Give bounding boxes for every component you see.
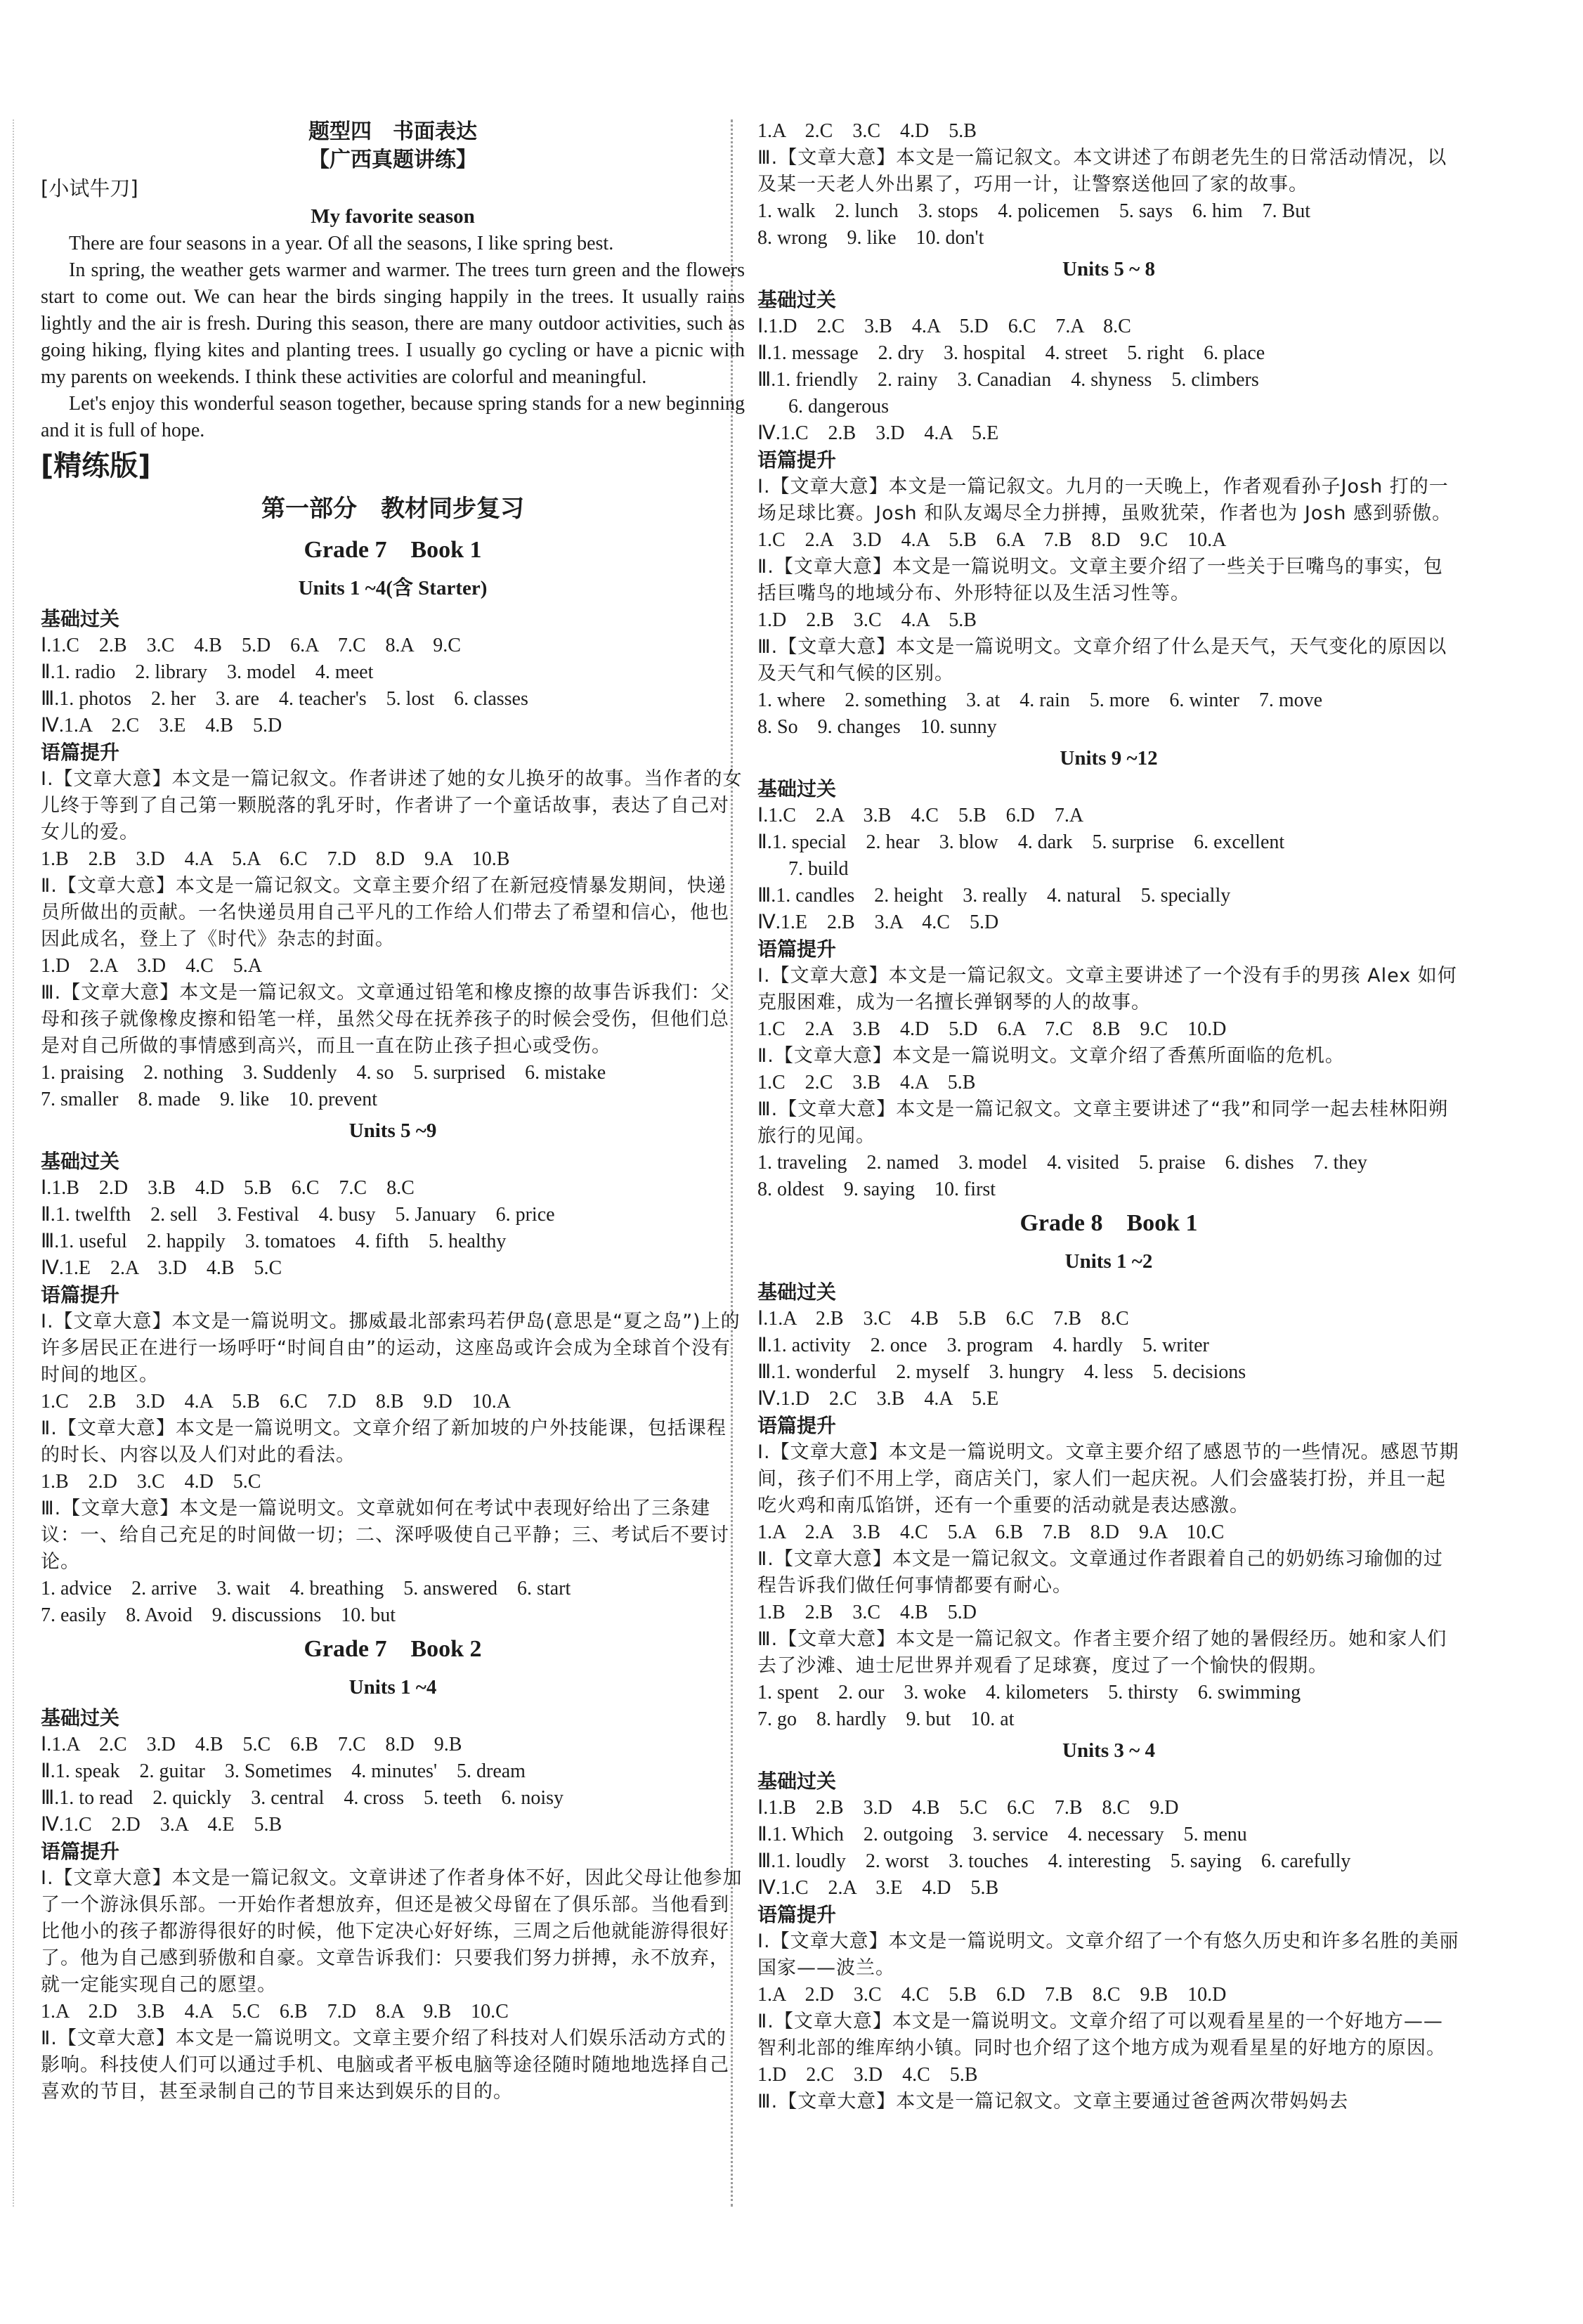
answer-line: Ⅱ.1. activity 2. once 3. program 4. hardly 5. writer — [757, 1335, 1209, 1356]
summary-text: Ⅰ.【文章大意】本文是一篇记叙文。九月的一天晚上，作者观看孙子Josh 打的一场足球比赛。Josh 和队友竭尽全力拼搏，虽败犹荣，作者也为 Josh 感到骄傲。 — [757, 476, 1452, 524]
summary-text: Ⅱ.【文章大意】本文是一篇说明文。文章介绍了可以观看星星的一个好地方——智利北部的维库纳小镇。同时也介绍了这个地方成为观看星星的好地方的原因。 — [757, 2011, 1446, 2059]
summary-text: Ⅲ.【文章大意】本文是一篇说明文。文章就如何在考试中表现好给出了三条建议：一、给自己充足的时间做一切；二、深呼吸使自己平静；三、考试后不要讨论。 — [41, 1498, 729, 1573]
left-column — [41, 118, 745, 2105]
binding-edge — [13, 119, 14, 2207]
reading-section-label: 语篇提升 — [757, 448, 837, 472]
answer-line: Ⅱ.1. message 2. dry 3. hospital 4. street 5. right 6. place — [757, 342, 1265, 364]
summary-text: Ⅰ.【文章大意】本文是一篇记叙文。作者讲述了她的女儿换牙的故事。当作者的女儿终于等到了自己第一颗脱落的乳牙时，作者讲了一个童话故事，表达了自己对女儿的爱。 — [41, 768, 743, 843]
answer-line: Ⅱ.1. twelfth 2. sell 3. Festival 4. busy 5. January 6. price — [41, 1204, 555, 1226]
reading-section-label: 语篇提升 — [41, 741, 120, 764]
answer-line: 1.D 2.A 3.D 4.C 5.A — [41, 955, 263, 977]
summary-text: Ⅰ.【文章大意】本文是一篇记叙文。文章讲述了作者身体不好，因此父母让他参加了一个游泳俱乐部。一开始作者想放弃，但还是被父母留在了俱乐部。当他看到比他小的孩子都游得很好的时候，他下定决心好好练，三周之后他就能游得很好了。他为自己感到骄傲和自豪。文章告诉我们：只要我们努力拼搏，永不放弃，就一定能实现自己的愿望。 — [41, 1867, 743, 1996]
answer-line: 1.A 2.A 3.B 4.C 5.A 6.B 7.B 8.D 9.A 10.C — [757, 1521, 1225, 1543]
section-title: 题型四 书面表达 — [308, 119, 477, 144]
summary-text: Ⅲ.【文章大意】本文是一篇记叙文。文章主要通过爸爸两次带妈妈去 — [757, 2091, 1349, 2112]
answer-line: Ⅲ.1. friendly 2. rainy 3. Canadian 4. shyness 5. climbers — [757, 369, 1259, 391]
units-heading: Units 1 ~4 — [348, 1676, 437, 1699]
answer-line: 7. easily 8. Avoid 9. discussions 10. but — [41, 1604, 396, 1626]
answer-line: 1. walk 2. lunch 3. stops 4. policemen 5. says 6. him 7. But — [757, 200, 1311, 222]
part-title: 第一部分 教材同步复习 — [261, 495, 524, 523]
summary-text: Ⅰ.【文章大意】本文是一篇说明文。文章介绍了一个有悠久历史和许多名胜的美丽国家——波兰。 — [757, 1930, 1459, 1979]
grade-heading: Grade 8 Book 1 — [1019, 1210, 1198, 1236]
edition-label: [精练版] — [41, 450, 151, 482]
reading-section-label: 语篇提升 — [757, 937, 837, 961]
answer-line: 1.B 2.B 3.C 4.B 5.D — [757, 1602, 977, 1623]
answer-line: Ⅰ.1.C 2.B 3.C 4.B 5.D 6.A 7.C 8.A 9.C — [41, 635, 461, 656]
answer-line: Ⅱ.1. special 2. hear 3. blow 4. dark 5. surprise 6. excellent — [757, 831, 1285, 853]
summary-text: Ⅰ.【文章大意】本文是一篇记叙文。文章主要讲述了一个没有手的男孩 Alex 如何克服困难，成为一名擅长弹钢琴的人的故事。 — [757, 965, 1457, 1013]
answer-line: 1.B 2.D 3.C 4.D 5.C — [41, 1471, 261, 1493]
answer-line: Ⅲ.1. photos 2. her 3. are 4. teacher's 5. lost 6. classes — [41, 688, 528, 710]
answer-line: 1.A 2.D 3.B 4.A 5.C 6.B 7.D 8.A 9.B 10.C — [41, 2001, 509, 2023]
answer-line: 8. wrong 9. like 10. don't — [757, 227, 984, 249]
answer-line: 1.B 2.B 3.D 4.A 5.A 6.C 7.D 8.D 9.A 10.B — [41, 848, 510, 870]
units-heading: Units 1 ~2 — [1064, 1250, 1153, 1273]
essay-paragraph: Let's enjoy this wonderful season together, because spring stands for a new beginning and it is full of hope. — [41, 393, 745, 441]
summary-text: Ⅲ.【文章大意】本文是一篇记叙文。文章主要讲述了“我”和同学一起去桂林阳朔旅行的见闻。 — [757, 1098, 1449, 1147]
answer-line: Ⅱ.1. speak 2. guitar 3. Sometimes 4. minutes' 5. dream — [41, 1760, 526, 1782]
answer-line: Ⅳ.1.C 2.D 3.A 4.E 5.B — [41, 1814, 282, 1836]
answer-line: 8. oldest 9. saying 10. first — [757, 1179, 996, 1200]
essay-paragraph: In spring, the weather gets warmer and warmer. The trees turn green and the flowers start to come out. We can hear the birds singing happily in the trees. It usually rains lightly and the air is fresh. During this season, there are many outdoor activities, such as going hiking, flying kites and planting trees. I usually go cycling or have a picnic with my parents on weekends. I think these activities are colorful and meaningful. — [41, 259, 745, 388]
answer-line: Ⅲ.1. candles 2. height 3. really 4. natural 5. specially — [757, 885, 1231, 907]
answer-line: 1.D 2.B 3.C 4.A 5.B — [757, 609, 977, 631]
units-heading: Units 3 ~ 4 — [1062, 1739, 1155, 1762]
answer-line: Ⅲ.1. loudly 2. worst 3. touches 4. interesting 5. saying 6. carefully — [757, 1850, 1351, 1872]
answer-line: Ⅰ.1.D 2.C 3.B 4.A 5.D 6.C 7.A 8.C — [757, 316, 1131, 337]
answer-line: Ⅳ.1.C 2.B 3.D 4.A 5.E — [757, 422, 999, 444]
units-heading: Units 1 ~4(含 Starter) — [298, 577, 488, 599]
answer-line: 1. advice 2. arrive 3. wait 4. breathing 5. answered 6. start — [41, 1578, 571, 1599]
answer-line: 7. build — [788, 858, 849, 880]
reading-section-label: 语篇提升 — [757, 1414, 837, 1437]
grade-heading: Grade 7 Book 2 — [304, 1636, 482, 1662]
answer-line: 1. traveling 2. named 3. model 4. visited 5. praise 6. dishes 7. they — [757, 1152, 1367, 1174]
summary-text: Ⅲ.【文章大意】本文是一篇记叙文。文章通过铅笔和橡皮擦的故事告诉我们：父母和孩子就像橡皮擦和铅笔一样，虽然父母在抚养孩子的时候会受伤，但他们总是对自己所做的事情感到高兴，而且一直在防止孩子担心或受伤。 — [41, 982, 731, 1057]
answer-line: Ⅳ.1.E 2.B 3.A 4.C 5.D — [757, 911, 999, 933]
answer-line: 1. praising 2. nothing 3. Suddenly 4. so 5. surprised 6. mistake — [41, 1062, 606, 1084]
basic-section-label: 基础过关 — [757, 777, 837, 800]
answer-line: Ⅳ.1.E 2.A 3.D 4.B 5.C — [41, 1257, 282, 1279]
essay-title: My favorite season — [311, 205, 475, 228]
answer-line: 1.D 2.C 3.D 4.C 5.B — [757, 2064, 978, 2086]
summary-text: Ⅱ.【文章大意】本文是一篇记叙文。文章通过作者跟着自己的奶奶练习瑜伽的过程告诉我们做任何事情都要有耐心。 — [757, 1548, 1443, 1597]
answer-line: 1. where 2. something 3. at 4. rain 5. more 6. winter 7. move — [757, 689, 1323, 711]
answer-line: Ⅲ.1. to read 2. quickly 3. central 4. cross 5. teeth 6. noisy — [41, 1787, 564, 1809]
model-essay — [41, 231, 745, 444]
answer-line: 1.A 2.D 3.C 4.C 5.B 6.D 7.B 8.C 9.B 10.D — [757, 1984, 1227, 2006]
summary-text: Ⅲ.【文章大意】本文是一篇记叙文。作者主要介绍了她的暑假经历。她和家人们去了沙滩、迪士尼世界并观看了足球赛，度过了一个愉快的假期。 — [757, 1628, 1447, 1677]
answer-line: Ⅰ.1.A 2.C 3.D 4.B 5.C 6.B 7.C 8.D 9.B — [41, 1734, 462, 1755]
answer-line: 1.C 2.A 3.D 4.A 5.B 6.A 7.B 8.D 9.C 10.A — [757, 529, 1227, 551]
summary-text: Ⅱ.【文章大意】本文是一篇说明文。文章介绍了香蕉所面临的危机。 — [757, 1045, 1345, 1067]
reading-section-label: 语篇提升 — [41, 1840, 120, 1863]
summary-text: Ⅱ.【文章大意】本文是一篇说明文。文章主要介绍了一些关于巨嘴鸟的事实，包括巨嘴鸟的地域分布、外形特征以及生活习性等。 — [757, 556, 1443, 604]
answer-line: Ⅲ.1. useful 2. happily 3. tomatoes 4. fifth 5. healthy — [41, 1231, 507, 1252]
answer-line: Ⅰ.1.B 2.D 3.B 4.D 5.B 6.C 7.C 8.C — [41, 1177, 415, 1199]
guangxi-label: 【广西真题讲练】 — [308, 148, 477, 172]
answer-line: 1.C 2.C 3.B 4.A 5.B — [757, 1072, 976, 1093]
basic-section-label: 基础过关 — [757, 1770, 837, 1793]
answer-line: Ⅰ.1.A 2.B 3.C 4.B 5.B 6.C 7.B 8.C — [757, 1308, 1129, 1330]
grade-heading: Grade 7 Book 1 — [304, 537, 482, 563]
summary-text: Ⅲ.【文章大意】本文是一篇记叙文。本文讲述了布朗老先生的日常活动情况，以及某一天老人外出累了，巧用一计，让警察送他回了家的故事。 — [757, 147, 1447, 195]
answer-line: 1.C 2.A 3.B 4.D 5.D 6.A 7.C 8.B 9.C 10.D — [757, 1018, 1227, 1040]
answer-line: 1.C 2.B 3.D 4.A 5.B 6.C 7.D 8.B 9.D 10.A — [41, 1391, 511, 1413]
summary-text: Ⅱ.【文章大意】本文是一篇说明文。文章介绍了新加坡的户外技能课，包括课程的时长、内容以及人们对此的看法。 — [41, 1417, 727, 1466]
basic-section-label: 基础过关 — [41, 1706, 120, 1729]
units-heading: Units 5 ~ 8 — [1062, 258, 1155, 280]
basic-section-label: 基础过关 — [41, 607, 120, 630]
essay-paragraph: There are four seasons in a year. Of all the seasons, I like spring best. — [69, 233, 614, 254]
units-heading: Units 9 ~12 — [1060, 747, 1158, 770]
answer-line: Ⅲ.1. wonderful 2. myself 3. hungry 4. less 5. decisions — [757, 1361, 1246, 1383]
answer-line: Ⅱ.1. radio 2. library 3. model 4. meet — [41, 661, 374, 683]
answer-line: 6. dangerous — [788, 396, 890, 417]
summary-text: Ⅰ.【文章大意】本文是一篇说明文。挪威最北部索玛若伊岛(意思是“夏之岛”)上的许多居民正在进行一场呼吁“时间自由”的运动，这座岛或许会成为全球首个没有时间的地区。 — [41, 1311, 741, 1386]
answer-line: Ⅳ.1.A 2.C 3.E 4.B 5.D — [41, 715, 282, 736]
basic-section-label: 基础过关 — [41, 1150, 120, 1173]
trial-label: [小试牛刀] — [41, 176, 138, 200]
basic-section-label: 基础过关 — [757, 1280, 837, 1304]
answer-line: Ⅱ.1. Which 2. outgoing 3. service 4. necessary 5. menu — [757, 1824, 1247, 1845]
answer-line: 7. smaller 8. made 9. like 10. prevent — [41, 1089, 377, 1110]
answer-line: 1.A 2.C 3.C 4.D 5.B — [757, 120, 977, 142]
answer-line: 7. go 8. hardly 9. but 10. at — [757, 1708, 1015, 1730]
summary-text: Ⅱ.【文章大意】本文是一篇记叙文。文章主要介绍了在新冠疫情暴发期间，快递员所做出的贡献。一名快递员用自己平凡的工作给人们带去了希望和信心，他也因此成名，登上了《时代》杂志的封面。 — [41, 875, 729, 950]
answer-line: Ⅳ.1.C 2.A 3.E 4.D 5.B — [757, 1877, 999, 1899]
answer-line: Ⅰ.1.B 2.B 3.D 4.B 5.C 6.C 7.B 8.C 9.D — [757, 1797, 1179, 1819]
answer-line: 8. So 9. changes 10. sunny — [757, 716, 997, 738]
basic-section-label: 基础过关 — [757, 288, 837, 311]
right-column — [757, 118, 1460, 2115]
summary-text: Ⅲ.【文章大意】本文是一篇说明文。文章介绍了什么是天气，天气变化的原因以及天气和气候的区别。 — [757, 636, 1447, 684]
summary-text: Ⅱ.【文章大意】本文是一篇说明文。文章主要介绍了科技对人们娱乐活动方式的影响。科技使人们可以通过手机、电脑或者平板电脑等途径随时随地地选择自己喜欢的节目，甚至录制自己的节目来达到娱乐的目的。 — [41, 2027, 729, 2103]
summary-text: Ⅰ.【文章大意】本文是一篇说明文。文章主要介绍了感恩节的一些情况。感恩节期间，孩子们不用上学，商店关门，家人们一起庆祝。人们会盛装打扮，并且一起吃火鸡和南瓜馅饼，还有一个重要的活动就是表达感激。 — [757, 1441, 1459, 1517]
reading-section-label: 语篇提升 — [757, 1903, 837, 1926]
answer-line: 1. spent 2. our 3. woke 4. kilometers 5. thirsty 6. swimming — [757, 1682, 1301, 1703]
reading-section-label: 语篇提升 — [41, 1283, 120, 1306]
answer-line: Ⅰ.1.C 2.A 3.B 4.C 5.B 6.D 7.A — [757, 805, 1084, 826]
answer-line: Ⅳ.1.D 2.C 3.B 4.A 5.E — [757, 1388, 999, 1410]
units-heading: Units 5 ~9 — [348, 1119, 437, 1142]
